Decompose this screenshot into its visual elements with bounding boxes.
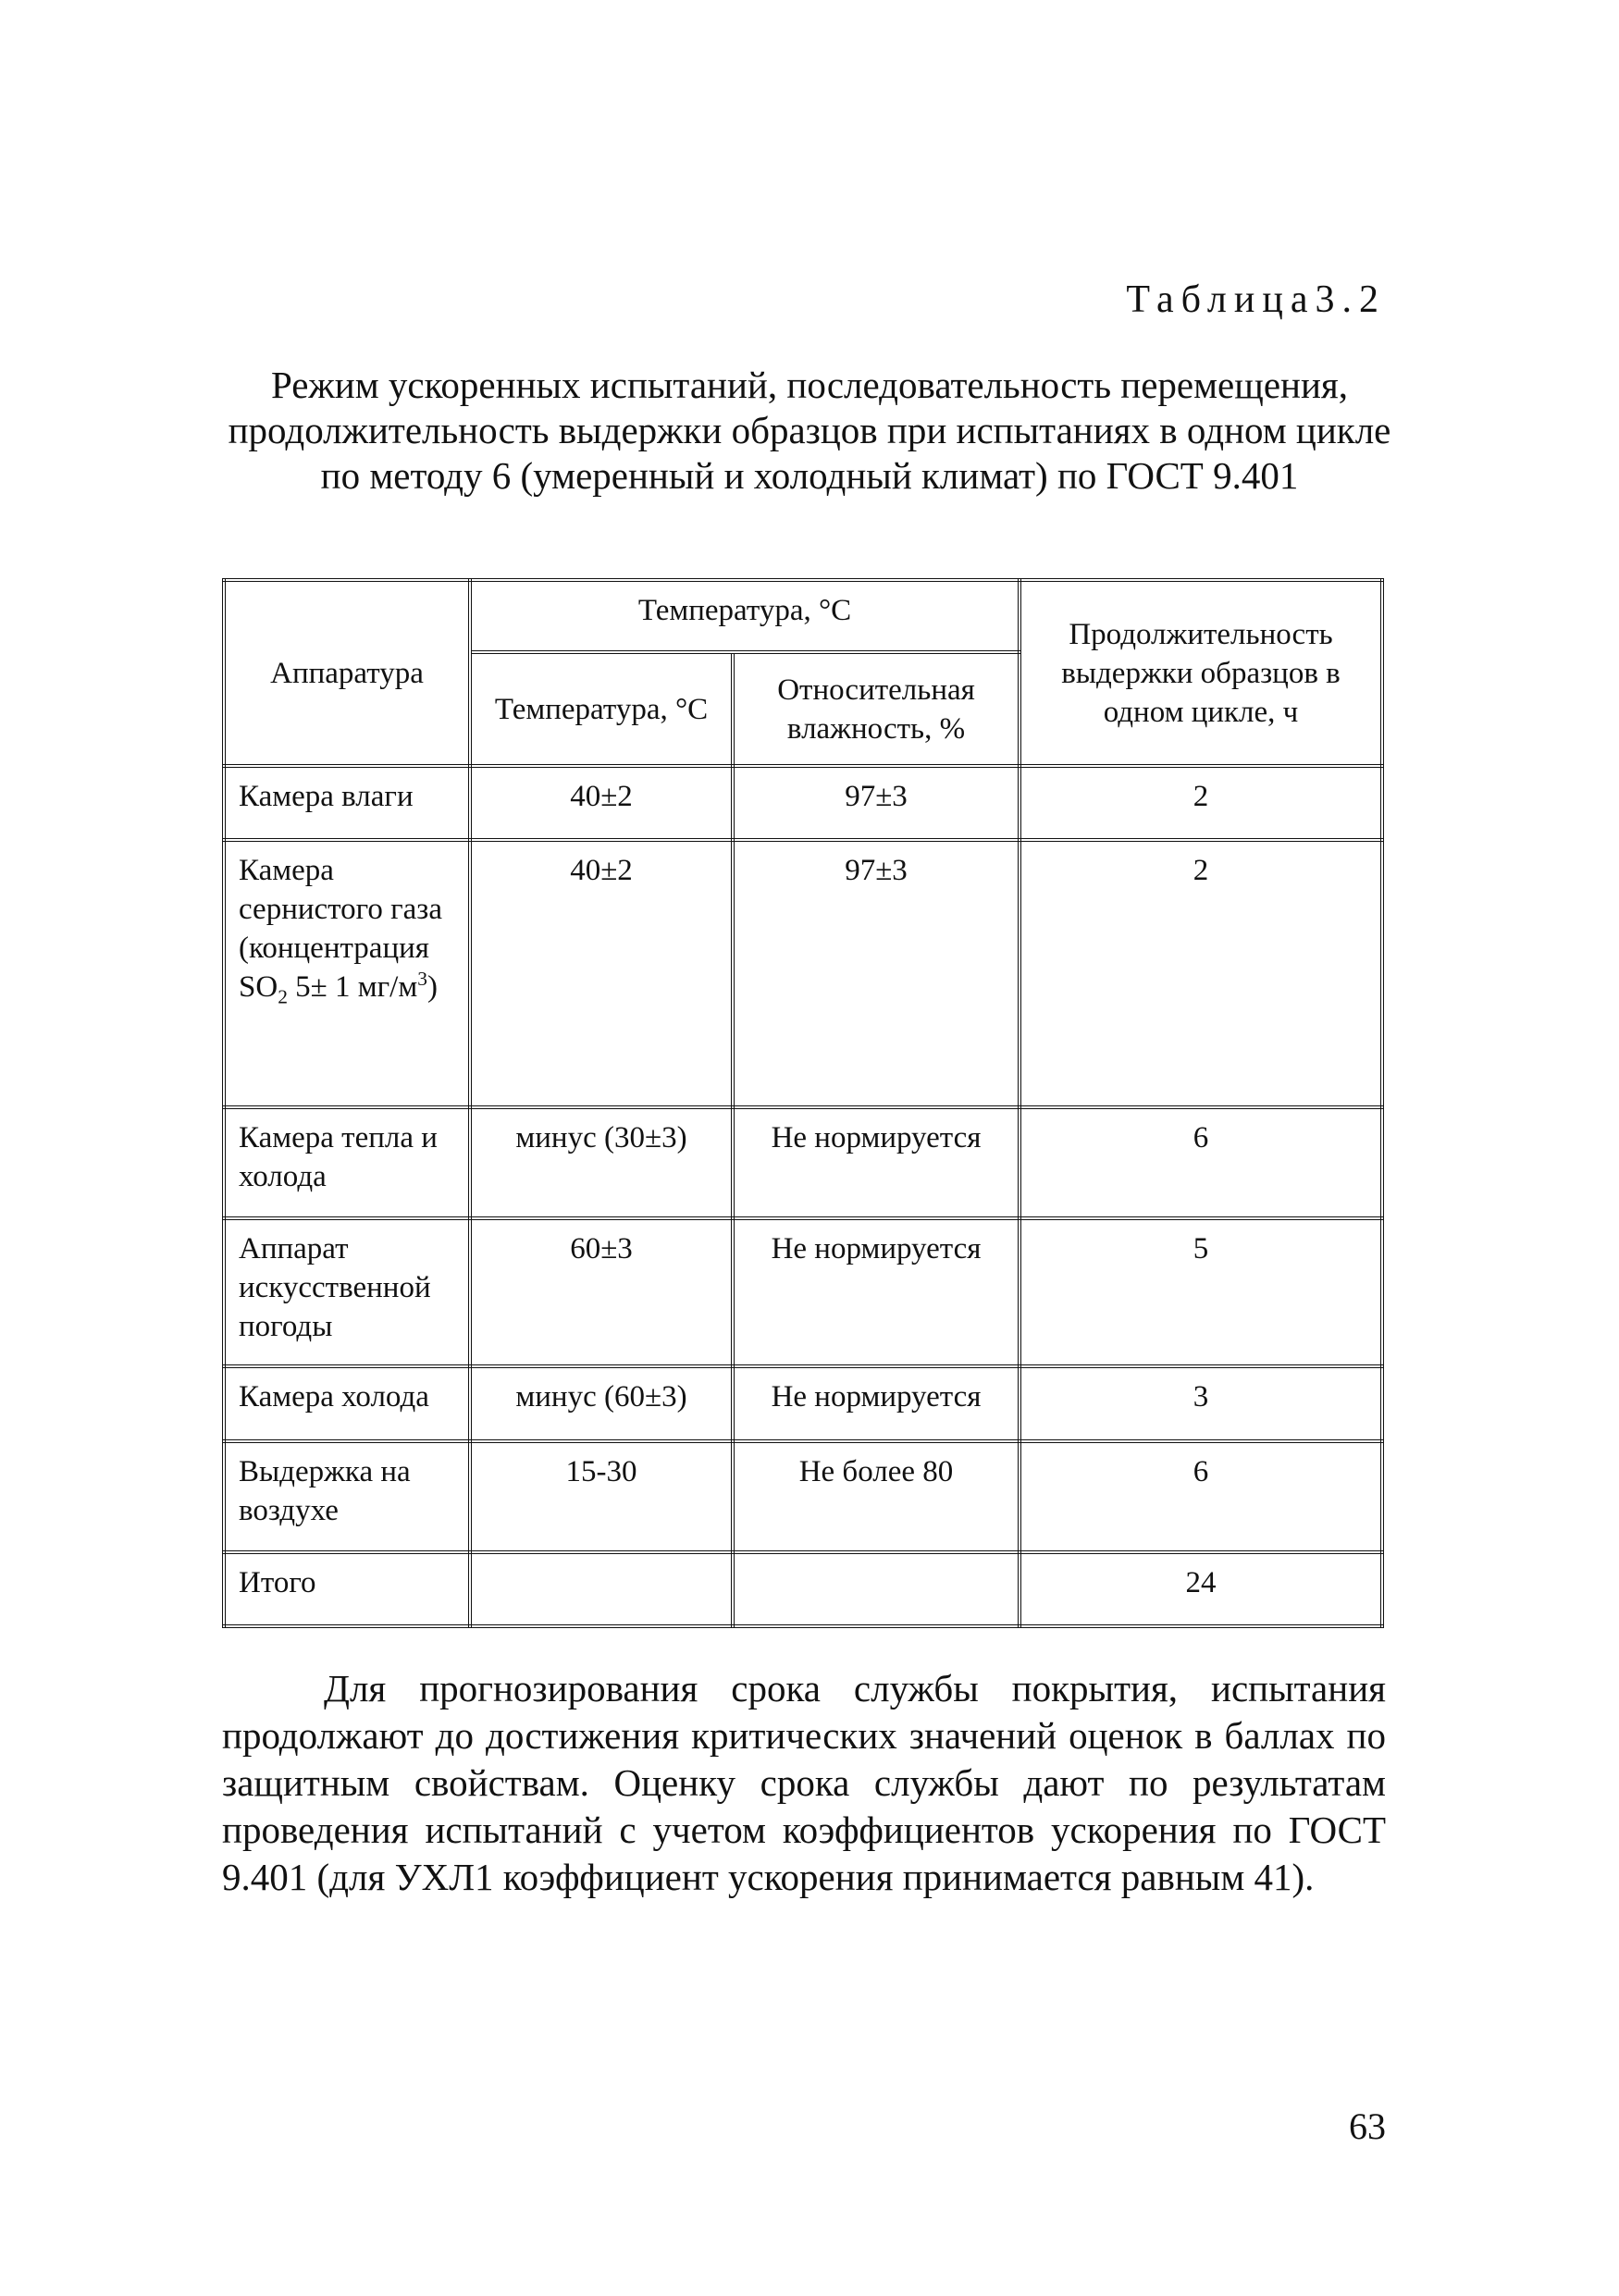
apparatus-text: Камера сернистого газа (концентрация SO [239, 854, 442, 1005]
cell-humidity: 97±3 [733, 840, 1020, 1107]
cell-temperature: 15-30 [470, 1441, 733, 1552]
cell-apparatus: Камера тепла и холода [224, 1107, 470, 1218]
superscript-3: 3 [417, 968, 427, 991]
cell-humidity: 97±3 [733, 766, 1020, 840]
cell-apparatus: Камера влаги [224, 766, 470, 840]
cell-temperature: 60±3 [470, 1218, 733, 1366]
header-temperature-group: Температура, °С [470, 580, 1020, 652]
table-row [224, 840, 1382, 1107]
cell-duration: 24 [1020, 1552, 1382, 1626]
subscript-2: 2 [278, 986, 288, 1009]
cell-duration: 5 [1020, 1218, 1382, 1366]
cell-duration: 2 [1020, 766, 1382, 840]
cell-duration: 6 [1020, 1107, 1382, 1218]
cell-temperature: 40±2 [470, 840, 733, 1107]
table-caption: Режим ускоренных испытаний, последовательность перемещения, продолжительность выдержки образцов при испытаниях в одном цикле по методу 6 (умеренный и холодный климат) по ГОСТ 9.401 [228, 364, 1391, 497]
cell-temperature [470, 1552, 733, 1626]
body-paragraph: Для прогнозирования срока службы покрытия, испытания продолжают до достижения критических значений оценок в баллах по защитным свойствам. Оценку срока службы дают по результатам проведения испытаний с учетом коэффициентов ускорения по ГОСТ 9.401 (для УХЛ1 коэффициент ускорения принимается равным 41). [222, 1667, 1386, 1898]
cell-humidity: Не более 80 [733, 1441, 1020, 1552]
cell-apparatus: Камера холода [224, 1366, 470, 1440]
test-mode-table [222, 578, 1384, 1628]
table-header-row [224, 580, 1382, 652]
table-row-total [224, 1552, 1382, 1626]
cell-duration: 6 [1020, 1441, 1382, 1552]
page-number: 63 [1349, 2105, 1386, 2147]
header-temperature: Температура, °С [470, 652, 733, 766]
table-number-label: Таблица3.2 [1126, 278, 1386, 321]
table-row [224, 1441, 1382, 1552]
cell-humidity [733, 1552, 1020, 1626]
apparatus-text: ) [426, 970, 438, 1005]
table-row [224, 1366, 1382, 1440]
cell-duration: 2 [1020, 840, 1382, 1107]
table-row [224, 1107, 1382, 1218]
header-apparatus: Аппаратура [224, 580, 470, 766]
table-row [224, 766, 1382, 840]
body-text [222, 1665, 1386, 1901]
header-humidity: Относительная влажность, % [733, 652, 1020, 766]
table-row [224, 1218, 1382, 1366]
cell-apparatus [224, 840, 470, 1107]
cell-temperature: минус (60±3) [470, 1366, 733, 1440]
cell-apparatus: Аппарат искусственной погоды [224, 1218, 470, 1366]
cell-temperature: минус (30±3) [470, 1107, 733, 1218]
cell-apparatus: Итого [224, 1552, 470, 1626]
cell-humidity: Не нормируется [733, 1366, 1020, 1440]
cell-apparatus: Выдержка на воздухе [224, 1441, 470, 1552]
cell-humidity: Не нормируется [733, 1107, 1020, 1218]
cell-humidity: Не нормируется [733, 1218, 1020, 1366]
apparatus-text: 5± 1 мг/м [287, 970, 418, 1005]
header-duration: Продолжительность выдержки образцов в одном цикле, ч [1020, 580, 1382, 766]
cell-temperature: 40±2 [470, 766, 733, 840]
cell-duration: 3 [1020, 1366, 1382, 1440]
